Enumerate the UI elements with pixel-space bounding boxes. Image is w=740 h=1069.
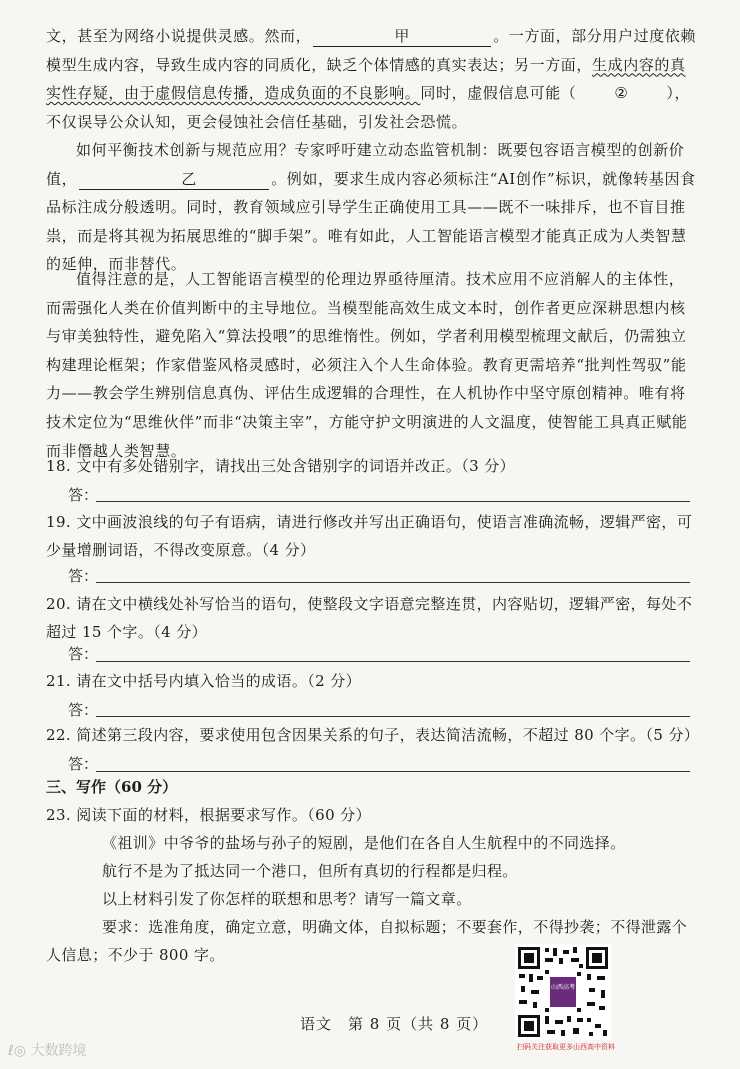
answer-line-21[interactable] xyxy=(96,716,690,717)
p1-end: ），不仅误导公众认知，更会侵蚀社会信任基础，引发社会恐慌。 xyxy=(46,84,691,131)
qr-center-label: 山西高考 xyxy=(551,984,576,991)
blank-yi: 乙 xyxy=(79,169,269,190)
answer-line-20[interactable] xyxy=(96,661,690,662)
p2-start: 如何平衡技术创新与规范应用？专家呼吁建立动态监管机制：既要包容语言模型的创新价值， xyxy=(46,141,685,188)
answer-line-19[interactable] xyxy=(96,582,690,583)
p1-after-wavy: 同时，虚假信息可能（ xyxy=(420,84,577,103)
answer-line-22[interactable] xyxy=(96,771,690,772)
answer-label: 答： xyxy=(68,567,99,585)
material-line-2: 航行不是为了抵达同一个港口，但所有真切的行程都是归程。 xyxy=(102,862,518,880)
question-20: 20. 请在文中横线处补写恰当的语句，使整段文字语意完整连贯，内容贴切，逻辑严密，每处不超过 15 个字。（4 分） xyxy=(46,595,693,641)
answer-line-18[interactable] xyxy=(96,501,690,502)
qr-code xyxy=(515,944,611,1040)
question-22: 22. 简述第三段内容，要求使用包含因果关系的句子，表达简洁流畅，不超过 80 个字。（5 分） xyxy=(46,726,700,744)
qr-code-icon xyxy=(515,944,611,1040)
watermark-logo-icon: ℓ◎ xyxy=(8,1043,31,1059)
answer-label: 答： xyxy=(68,755,99,773)
question-19: 19. 文中画波浪线的句子有语病，请进行修改并写出正确语句，使语言准确流畅，逻辑严密，可少量增删词语，不得改变原意。（4 分） xyxy=(46,513,693,559)
p1-after-jia: 。一方面，部分用户过度依赖模型生成内容，导致生成内容的同质化，缺乏个体情感的真实表达；另一方面， xyxy=(46,27,697,74)
passage-paragraph-2 xyxy=(46,136,696,279)
passage-paragraph-1 xyxy=(46,22,696,136)
blank-jia: 甲 xyxy=(313,26,491,47)
question-18: 18. 文中有多处错别字，请找出三处含错别字的词语并改正。（3 分） xyxy=(46,457,516,475)
wavy-sentence: 生成内容的真实性存疑，由于虚假信息传播，造成负面的不良影响。 xyxy=(46,55,686,103)
question-23: 23. 阅读下面的材料，根据要求写作。（60 分） xyxy=(46,806,371,824)
answer-label: 答： xyxy=(68,701,99,719)
p2-end: 。例如，要求生成内容必须标注“AI创作”标识，就像转基因食品标注成分般透明。同时，教育领域应引导学生正确使用工具——既不一味排斥，也不盲目推祟，而是将其视为拓展思维的“脚手架”。唯有如此，人工智能语言模型才能真正成为人类智慧的延伸，而非替代。 xyxy=(46,169,696,274)
question-21: 21. 请在文中括号内填入恰当的成语。（2 分） xyxy=(46,672,362,690)
writing-prompt: 以上材料引发了你怎样的联想和思考？请写一篇文章。 xyxy=(102,890,472,908)
p1-start: 文，甚至为网络小说提供灵感。然而， xyxy=(46,27,312,45)
paren-blank-2: ② xyxy=(614,84,629,103)
material-line-1: 《祖训》中爷爷的盐场与孙子的短剧，是他们在各自人生航程中的不同选择。 xyxy=(102,834,626,852)
writing-requirements: 要求：选准角度，确定立意，明确文体，自拟标题；不要套作，不得抄袭；不得泄露个人信息；不少于 800 字。 xyxy=(46,918,688,964)
page-footer: 语文 第 8 页（共 8 页） xyxy=(300,1015,489,1033)
section-writing-title: 三、写作（60 分） xyxy=(46,778,178,796)
qr-caption: 扫码关注获取更多山西高中资料 xyxy=(517,1043,615,1051)
watermark: ℓ◎ 大数跨境 xyxy=(8,1043,87,1059)
answer-label: 答： xyxy=(68,645,99,663)
passage-paragraph-3: 值得注意的是，人工智能语言模型的伦理边界亟待厘清。技术应用不应消解人的主体性，而需强化人类在价值判断中的主导地位。当模型能高效生成文本时，创作者更应深耕思想内核与审美独特性，避免陷入“算法投喂”的思维惰性。例如，学者利用模型梳理文献后，仍需独立构建理论框架；作家借鉴风格灵感时，必须注入个人生命体验。教育更需培养“批判性驾驭”能力——教会学生辨别信息真伪、评估生成逻辑的合理性，在人机协作中坚守原创精神。唯有将技术定位为“思维伙伴”而非“决策主宰”，方能守护文明演进的人文温度，使智能工具真正赋能而非僭越人类智慧。 xyxy=(46,270,688,460)
answer-label: 答： xyxy=(68,486,99,504)
